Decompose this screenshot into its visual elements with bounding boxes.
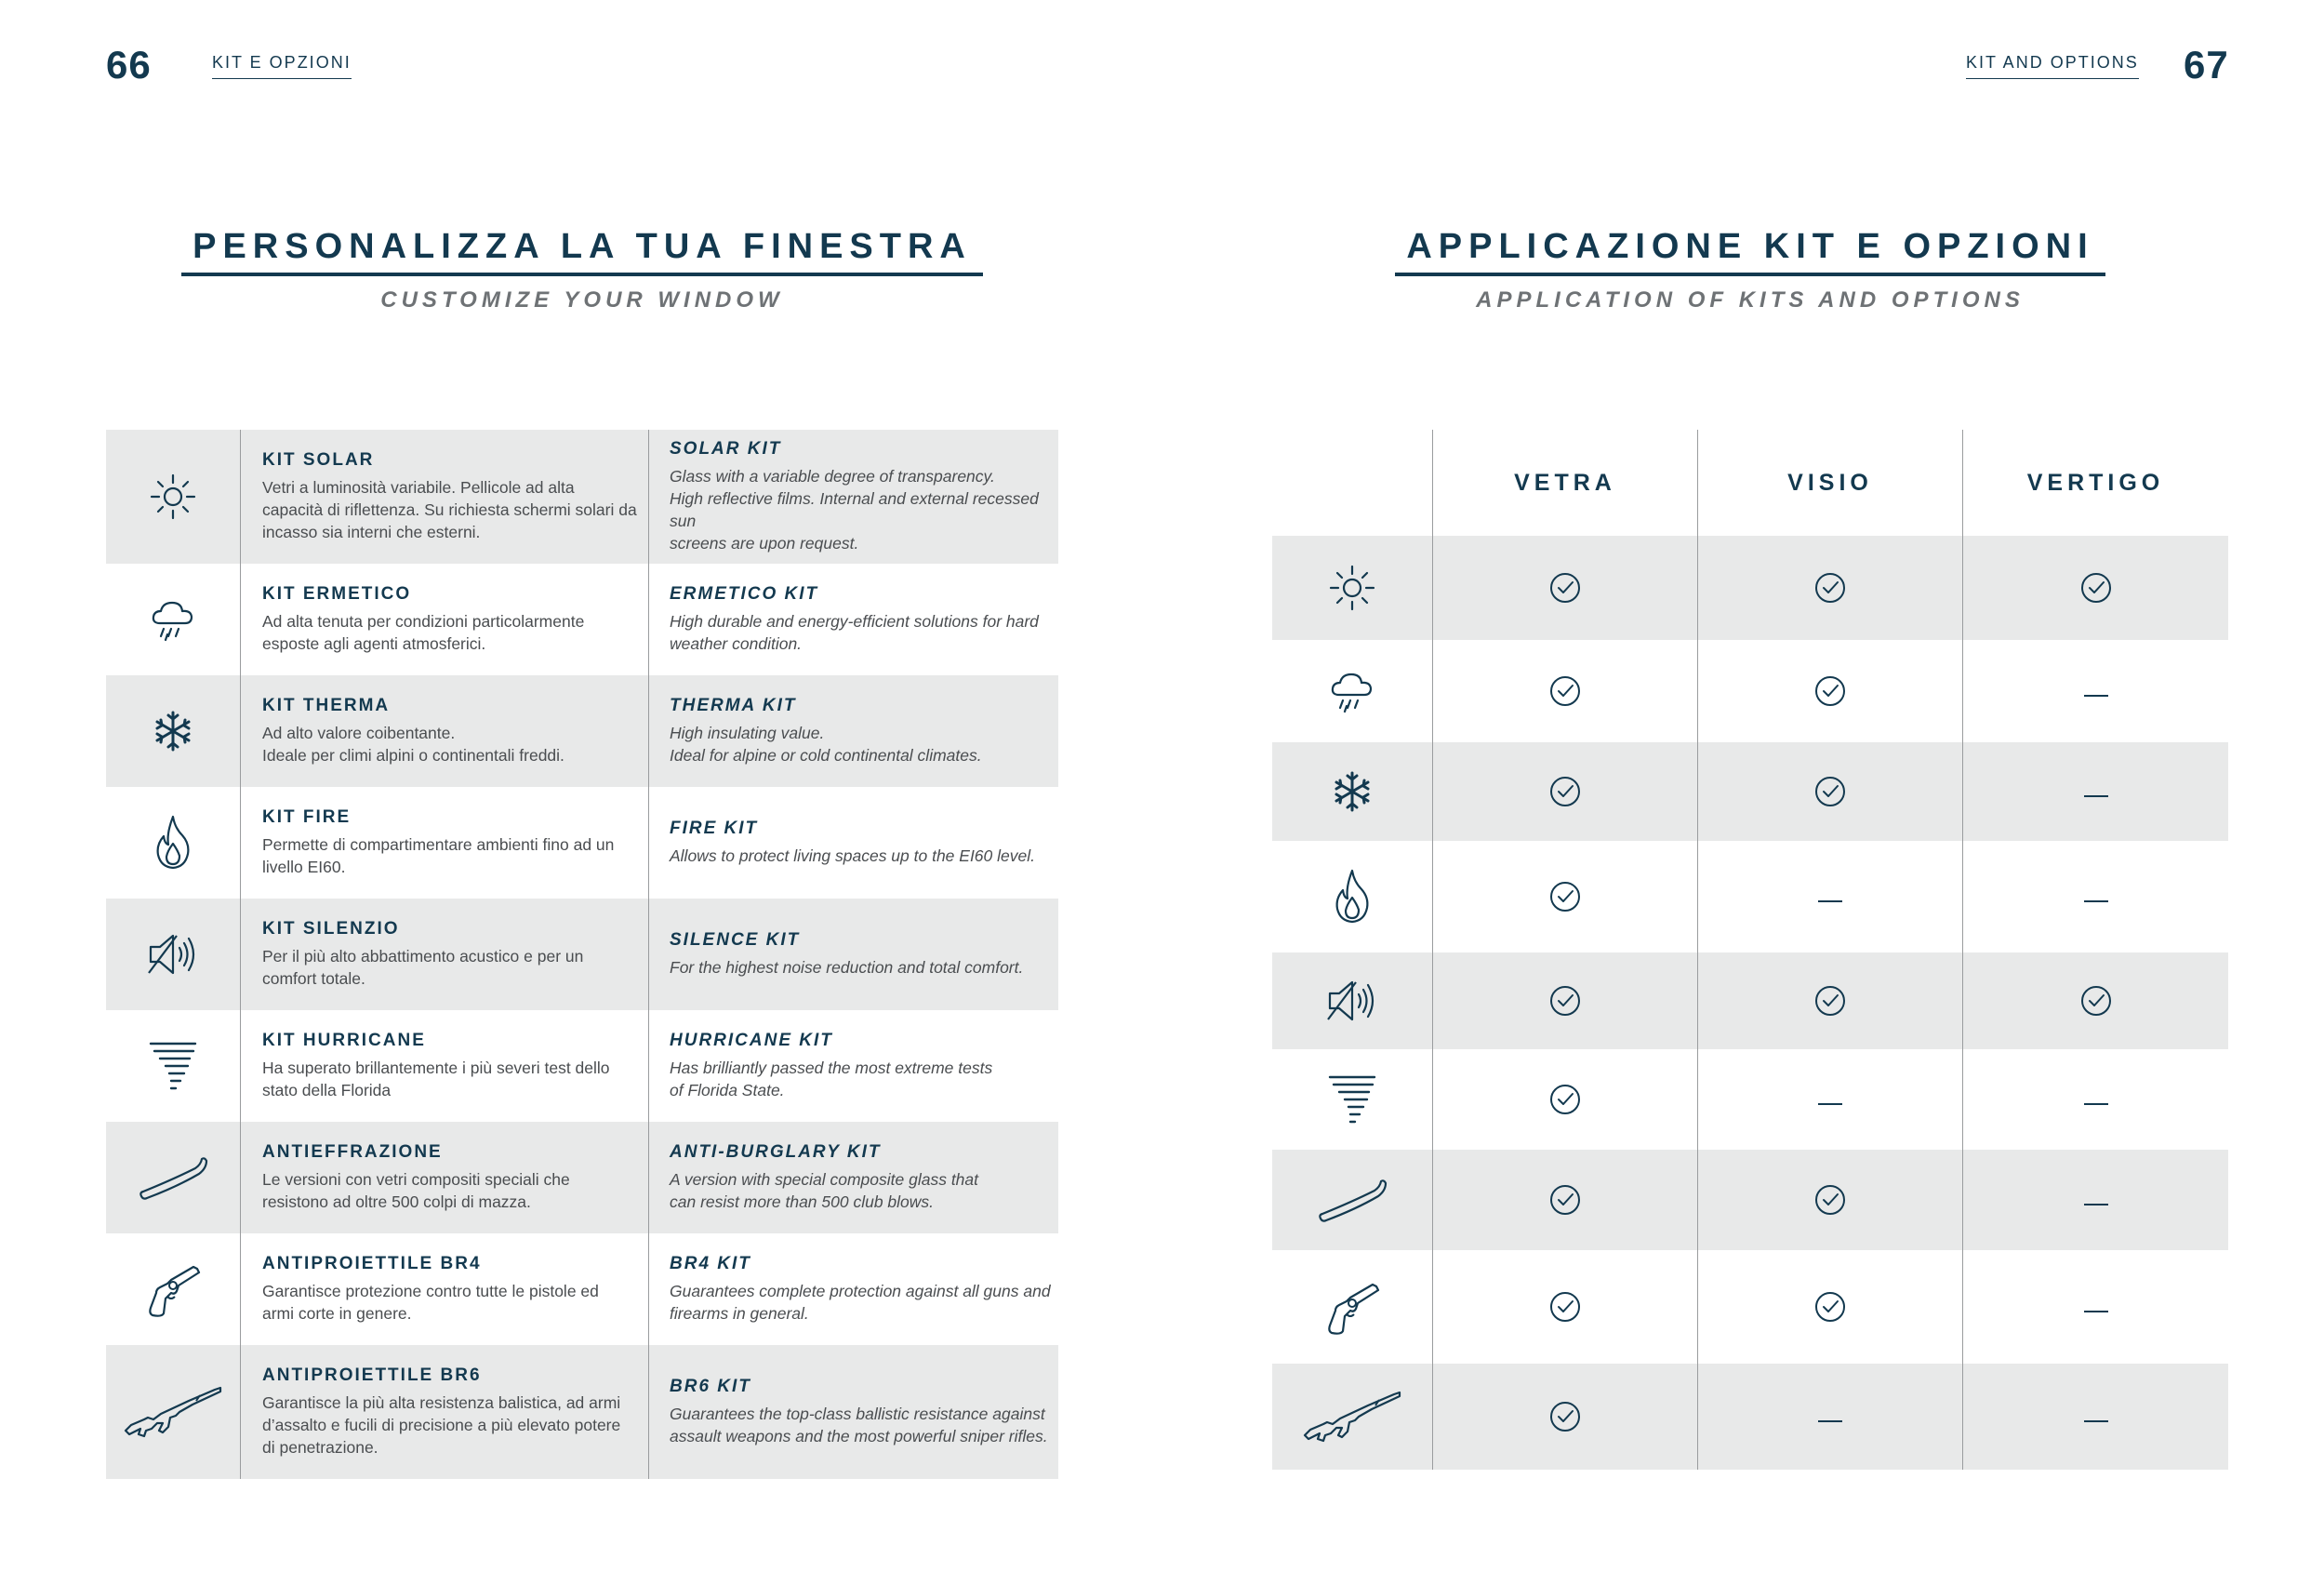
check-icon	[1549, 881, 1581, 912]
check-icon	[2080, 985, 2112, 1017]
table-row	[106, 1122, 1058, 1233]
kit-text: Permette di compartimentare ambienti fino ad un livello EI60.	[262, 835, 615, 876]
italian-description	[241, 430, 649, 564]
cell-vetra	[1433, 1049, 1698, 1150]
kit-title-en: FIRE KIT	[670, 819, 759, 838]
check-icon	[1814, 985, 1846, 1017]
italian-description	[241, 564, 649, 675]
kit-text: Vetri a luminosità variabile. Pellicole ad alta capacità di riflettenza. Su richiesta schermi solari da incasso sia interni che esterni.	[262, 478, 637, 541]
italian-description	[241, 1233, 649, 1345]
table-row	[1272, 1364, 2228, 1470]
kit-text-en: Glass with a variable degree of transparency. High reflective films. Internal and external recessed sun screens are upon request.	[670, 467, 1039, 553]
snowflake-icon	[1272, 742, 1433, 841]
dash-not-available	[1818, 1103, 1842, 1105]
revolver-icon	[106, 1233, 241, 1345]
sun-icon	[106, 430, 241, 564]
kit-title: KIT THERMA	[262, 696, 391, 715]
cell-vetra	[1433, 1250, 1698, 1364]
kit-title: ANTIPROIETTILE BR4	[262, 1254, 482, 1273]
english-description	[649, 675, 1058, 787]
crowbar-icon	[106, 1122, 241, 1233]
kit-text: Per il più alto abbattimento acustico e per un comfort totale.	[262, 947, 584, 988]
english-description	[649, 430, 1058, 564]
check-icon	[1814, 1291, 1846, 1323]
english-description	[649, 564, 1058, 675]
check-icon	[1814, 572, 1846, 604]
cell-vetra	[1433, 1364, 1698, 1470]
kit-title: ANTIEFFRAZIONE	[262, 1142, 443, 1162]
cell-vertigo	[1963, 536, 2228, 640]
cell-vertigo	[1963, 952, 2228, 1049]
english-description	[649, 1345, 1058, 1479]
kit-text-en: Has brilliantly passed the most extreme tests of Florida State.	[670, 1059, 993, 1099]
kit-title-en: SOLAR KIT	[670, 439, 782, 459]
kit-text: Garantisce protezione contro tutte le pistole ed armi corte in genere.	[262, 1282, 599, 1323]
check-icon	[1549, 1401, 1581, 1432]
table-row	[106, 564, 1058, 675]
dash-not-available	[2084, 1420, 2108, 1422]
cell-visio	[1698, 742, 1963, 841]
kit-text: Ad alta tenuta per condizioni particolarmente esposte agli agenti atmosferici.	[262, 612, 585, 653]
kit-text-en: Guarantees the top-class ballistic resistance against assault weapons and the most powerful sniper rifles.	[670, 1405, 1048, 1445]
cell-visio	[1698, 952, 1963, 1049]
english-description	[649, 1233, 1058, 1345]
kit-text: Garantisce la più alta resistenza balistica, ad armi d’assalto e fucili di precisione a più elevato potere di penetrazione.	[262, 1393, 621, 1457]
check-icon	[1814, 776, 1846, 807]
cell-vertigo	[1963, 742, 2228, 841]
rifle-icon	[1272, 1364, 1433, 1470]
kit-title: KIT ERMETICO	[262, 584, 412, 604]
cell-visio	[1698, 1049, 1963, 1150]
cell-vertigo	[1963, 1150, 2228, 1250]
table-row	[106, 1345, 1058, 1479]
cell-vetra	[1433, 742, 1698, 841]
dash-not-available	[1818, 900, 1842, 902]
flame-icon	[1272, 841, 1433, 952]
cell-visio	[1698, 1150, 1963, 1250]
kits-application-table	[1272, 430, 2228, 1470]
flame-icon	[106, 787, 241, 899]
italian-description	[241, 787, 649, 899]
table-row	[1272, 1150, 2228, 1250]
table-row	[106, 1233, 1058, 1345]
check-icon	[1549, 675, 1581, 707]
dash-not-available	[2084, 1103, 2108, 1105]
page-title: APPLICAZIONE KIT E OPZIONI	[1395, 227, 2105, 276]
kit-title-en: ERMETICO KIT	[670, 584, 819, 604]
tornado-icon	[1272, 1049, 1433, 1150]
kit-title-en: THERMA KIT	[670, 696, 797, 715]
table-row	[1272, 1250, 2228, 1364]
cell-vetra	[1433, 952, 1698, 1049]
table-row	[1272, 742, 2228, 841]
tornado-icon	[106, 1010, 241, 1122]
table-row	[1272, 841, 2228, 952]
rifle-icon	[106, 1345, 241, 1479]
table-row	[106, 899, 1058, 1010]
column-header-vertigo: VERTIGO	[2026, 469, 2165, 496]
right-title-block	[1272, 227, 2228, 313]
italian-description	[241, 675, 649, 787]
muted-speaker-icon	[1272, 952, 1433, 1049]
cell-vetra	[1433, 1150, 1698, 1250]
cell-vetra	[1433, 536, 1698, 640]
page-subtitle: APPLICATION OF KITS AND OPTIONS	[1476, 287, 2025, 313]
cell-visio	[1698, 1364, 1963, 1470]
dash-not-available	[2084, 1311, 2108, 1312]
kit-text-en: Allows to protect living spaces up to the EI60 level.	[670, 846, 1035, 865]
cell-vertigo	[1963, 640, 2228, 742]
page-number-left: 66	[106, 43, 152, 87]
cell-visio	[1698, 640, 1963, 742]
check-icon	[1814, 1184, 1846, 1216]
check-icon	[2080, 572, 2112, 604]
dash-not-available	[2084, 900, 2108, 902]
check-icon	[1549, 572, 1581, 604]
english-description	[649, 899, 1058, 1010]
kit-title: KIT FIRE	[262, 807, 352, 827]
kit-text-en: High durable and energy-efficient solutions for hard weather condition.	[670, 612, 1039, 653]
italian-description	[241, 1010, 649, 1122]
table-row	[1272, 952, 2228, 1049]
check-icon	[1814, 675, 1846, 707]
kit-text: Ad alto valore coibentante. Ideale per climi alpini o continentali freddi.	[262, 724, 564, 765]
check-icon	[1549, 1184, 1581, 1216]
cell-visio	[1698, 536, 1963, 640]
dash-not-available	[2084, 1204, 2108, 1205]
kit-text-en: For the highest noise reduction and total comfort.	[670, 958, 1024, 977]
crowbar-icon	[1272, 1150, 1433, 1250]
english-description	[649, 1010, 1058, 1122]
kit-title-en: BR4 KIT	[670, 1254, 751, 1273]
kit-title: ANTIPROIETTILE BR6	[262, 1365, 482, 1385]
kit-text-en: Guarantees complete protection against all guns and firearms in general.	[670, 1282, 1051, 1323]
left-title-block	[106, 227, 1058, 313]
table-header-row	[1272, 430, 2228, 536]
running-head-left: KIT E OPZIONI	[212, 53, 352, 79]
cell-vertigo	[1963, 1364, 2228, 1470]
kit-text-en: A version with special composite glass that can resist more than 500 club blows.	[670, 1170, 979, 1211]
cell-vertigo	[1963, 1049, 2228, 1150]
table-row	[1272, 536, 2228, 640]
kit-title-en: HURRICANE KIT	[670, 1031, 833, 1050]
cell-visio	[1698, 1250, 1963, 1364]
check-icon	[1549, 776, 1581, 807]
column-header-visio: VISIO	[1698, 430, 1963, 536]
italian-description	[241, 1345, 649, 1479]
dash-not-available	[2084, 695, 2108, 697]
sun-icon	[1272, 536, 1433, 640]
column-header-vetra: VETRA	[1433, 430, 1698, 536]
table-row	[106, 675, 1058, 787]
cell-vetra	[1433, 841, 1698, 952]
table-row	[106, 430, 1058, 564]
cell-vetra	[1433, 640, 1698, 742]
cell-vertigo	[1963, 1250, 2228, 1364]
table-row	[106, 1010, 1058, 1122]
rain-cloud-icon	[106, 564, 241, 675]
check-icon	[1549, 1291, 1581, 1323]
kit-text: Le versioni con vetri compositi speciali che resistono ad oltre 500 colpi di mazza.	[262, 1170, 570, 1211]
kit-text-en: High insulating value. Ideal for alpine or cold continental climates.	[670, 724, 982, 765]
dash-not-available	[2084, 795, 2108, 797]
page-number-right: 67	[2184, 43, 2229, 87]
cell-visio	[1698, 841, 1963, 952]
snowflake-icon	[106, 675, 241, 787]
kit-title-en: SILENCE KIT	[670, 930, 801, 950]
revolver-icon	[1272, 1250, 1433, 1364]
italian-description	[241, 899, 649, 1010]
italian-description	[241, 1122, 649, 1233]
dash-not-available	[1818, 1420, 1842, 1422]
table-row	[1272, 640, 2228, 742]
english-description	[649, 787, 1058, 899]
kit-title-en: BR6 KIT	[670, 1377, 751, 1396]
english-description	[649, 1122, 1058, 1233]
rain-cloud-icon	[1272, 640, 1433, 742]
check-icon	[1549, 985, 1581, 1017]
check-icon	[1549, 1084, 1581, 1115]
muted-speaker-icon	[106, 899, 241, 1010]
cell-vertigo	[1963, 841, 2228, 952]
kit-title: KIT SILENZIO	[262, 919, 400, 939]
page-title: PERSONALIZZA LA TUA FINESTRA	[181, 227, 983, 276]
running-head-right: KIT AND OPTIONS	[1966, 53, 2139, 79]
table-row	[1272, 1049, 2228, 1150]
kit-title: KIT HURRICANE	[262, 1031, 426, 1050]
page-subtitle: CUSTOMIZE YOUR WINDOW	[380, 287, 784, 313]
kit-title: KIT SOLAR	[262, 450, 375, 470]
kit-title-en: ANTI-BURGLARY KIT	[670, 1142, 882, 1162]
kits-description-table	[106, 430, 1058, 1479]
table-row	[106, 787, 1058, 899]
kit-text: Ha superato brillantemente i più severi test dello stato della Florida	[262, 1059, 610, 1099]
